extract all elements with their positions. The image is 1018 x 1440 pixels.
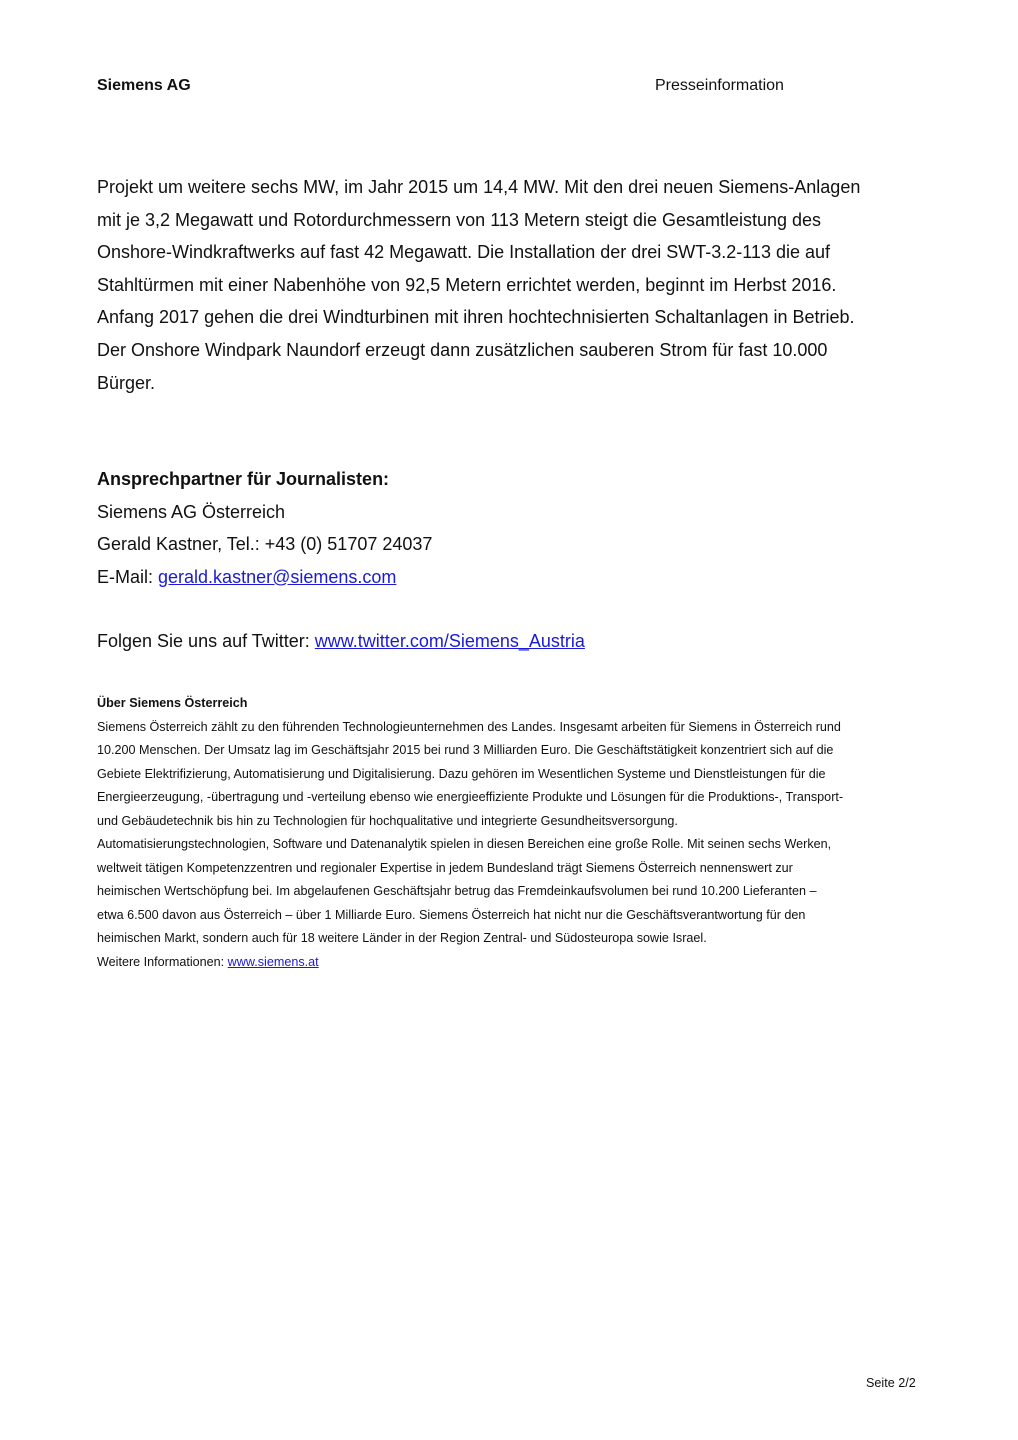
about-line: Automatisierungstechnologien, Software und Datenanalytik spielen in diesen Bereichen eine große Rolle. Mit seinen sechs Werken, (97, 837, 832, 851)
about-title: Über Siemens Österreich (97, 696, 248, 710)
about-line: und Gebäudetechnik bis hin zu Technologien für hochqualitative und integrierte Gesundheitsversorgung. (97, 813, 678, 828)
email-label: E-Mail: (97, 566, 159, 587)
body-line: Projekt um weitere sechs MW, im Jahr 2015 um 14,4 MW. Mit den drei neuen Siemens-Anlagen (97, 177, 861, 197)
body-line: Der Onshore Windpark Naundorf erzeugt dann zusätzlichen sauberen Strom für fast 10.000 (97, 339, 828, 360)
more-info-label: Weitere Informationen: (97, 954, 228, 969)
about-line: weltweit tätigen Kompetenzzentren und regionaler Expertise in jedem Bundesland trägt Siemens Österreich nennenswert zur (97, 860, 793, 875)
page-number: Seite 2/2 (866, 1376, 916, 1390)
body-line: Bürger. (97, 372, 156, 393)
about-siemens-section (97, 692, 927, 974)
contact-email-row (97, 561, 927, 594)
press-release-body (97, 171, 927, 399)
about-line: Gebiete Elektrifizierung, Automatisierung und Digitalisierung. Dazu gehören im Wesentlichen Systeme und Dienstleistungen für die (97, 766, 826, 781)
about-line: heimischen Wertschöpfung bei. Im abgelaufenen Geschäftsjahr betrug das Fremdeinkaufsvolumen bei rund 10.200 Lieferanten – (97, 884, 817, 898)
contact-heading: Ansprechpartner für Journalisten: (97, 469, 390, 489)
document-type: Presseinformation (655, 77, 784, 94)
about-line: 10.200 Menschen. Der Umsatz lag im Geschäftsjahr 2015 bei rund 3 Milliarden Euro. Die Geschäftstätigkeit konzentriert sich auf die (97, 743, 834, 757)
contact-organization: Siemens AG Österreich (97, 501, 286, 522)
body-line: mit je 3,2 Megawatt und Rotordurchmessern von 113 Metern steigt die Gesamtleistung des (97, 209, 822, 230)
about-line: Energieerzeugung, -übertragung und -verteilung ebenso wie energieeffiziente Produkte und Lösungen für die Produktions-, Transport- (97, 790, 844, 804)
more-info-row (97, 951, 927, 975)
twitter-label: Folgen Sie uns auf Twitter: (97, 631, 315, 651)
siemens-website-link[interactable]: www.siemens.at (227, 954, 319, 969)
about-line: heimischen Markt, sondern auch für 18 weitere Länder in der Region Zentral- und Südosteuropa sowie Israel. (97, 931, 707, 945)
body-line: Onshore-Windkraftwerks auf fast 42 Megawatt. Die Installation der drei SWT-3.2-113 die auf (97, 242, 830, 263)
body-line: Anfang 2017 gehen die drei Windturbinen mit ihren hochtechnisierten Schaltanlagen in Betrieb. (97, 307, 855, 328)
press-contact (97, 463, 927, 593)
contact-person: Gerald Kastner, Tel.: +43 (0) 51707 24037 (97, 534, 433, 555)
company-name: Siemens AG (97, 77, 191, 94)
twitter-link[interactable]: www.twitter.com/Siemens_Austria (314, 631, 585, 651)
about-line: etwa 6.500 davon aus Österreich – über 1 Milliarde Euro. Siemens Österreich hat nicht nur die Geschäftsverantwortung für den (97, 907, 806, 922)
about-line: Siemens Österreich zählt zu den führenden Technologieunternehmen des Landes. Insgesamt arbeiten für Siemens in Österreich rund (97, 719, 841, 734)
twitter-row (97, 625, 585, 658)
body-line: Stahltürmen mit einer Nabenhöhe von 92,5 Metern errichtet werden, beginnt im Herbst 2016. (97, 274, 837, 295)
email-link[interactable]: gerald.kastner@siemens.com (158, 566, 397, 587)
